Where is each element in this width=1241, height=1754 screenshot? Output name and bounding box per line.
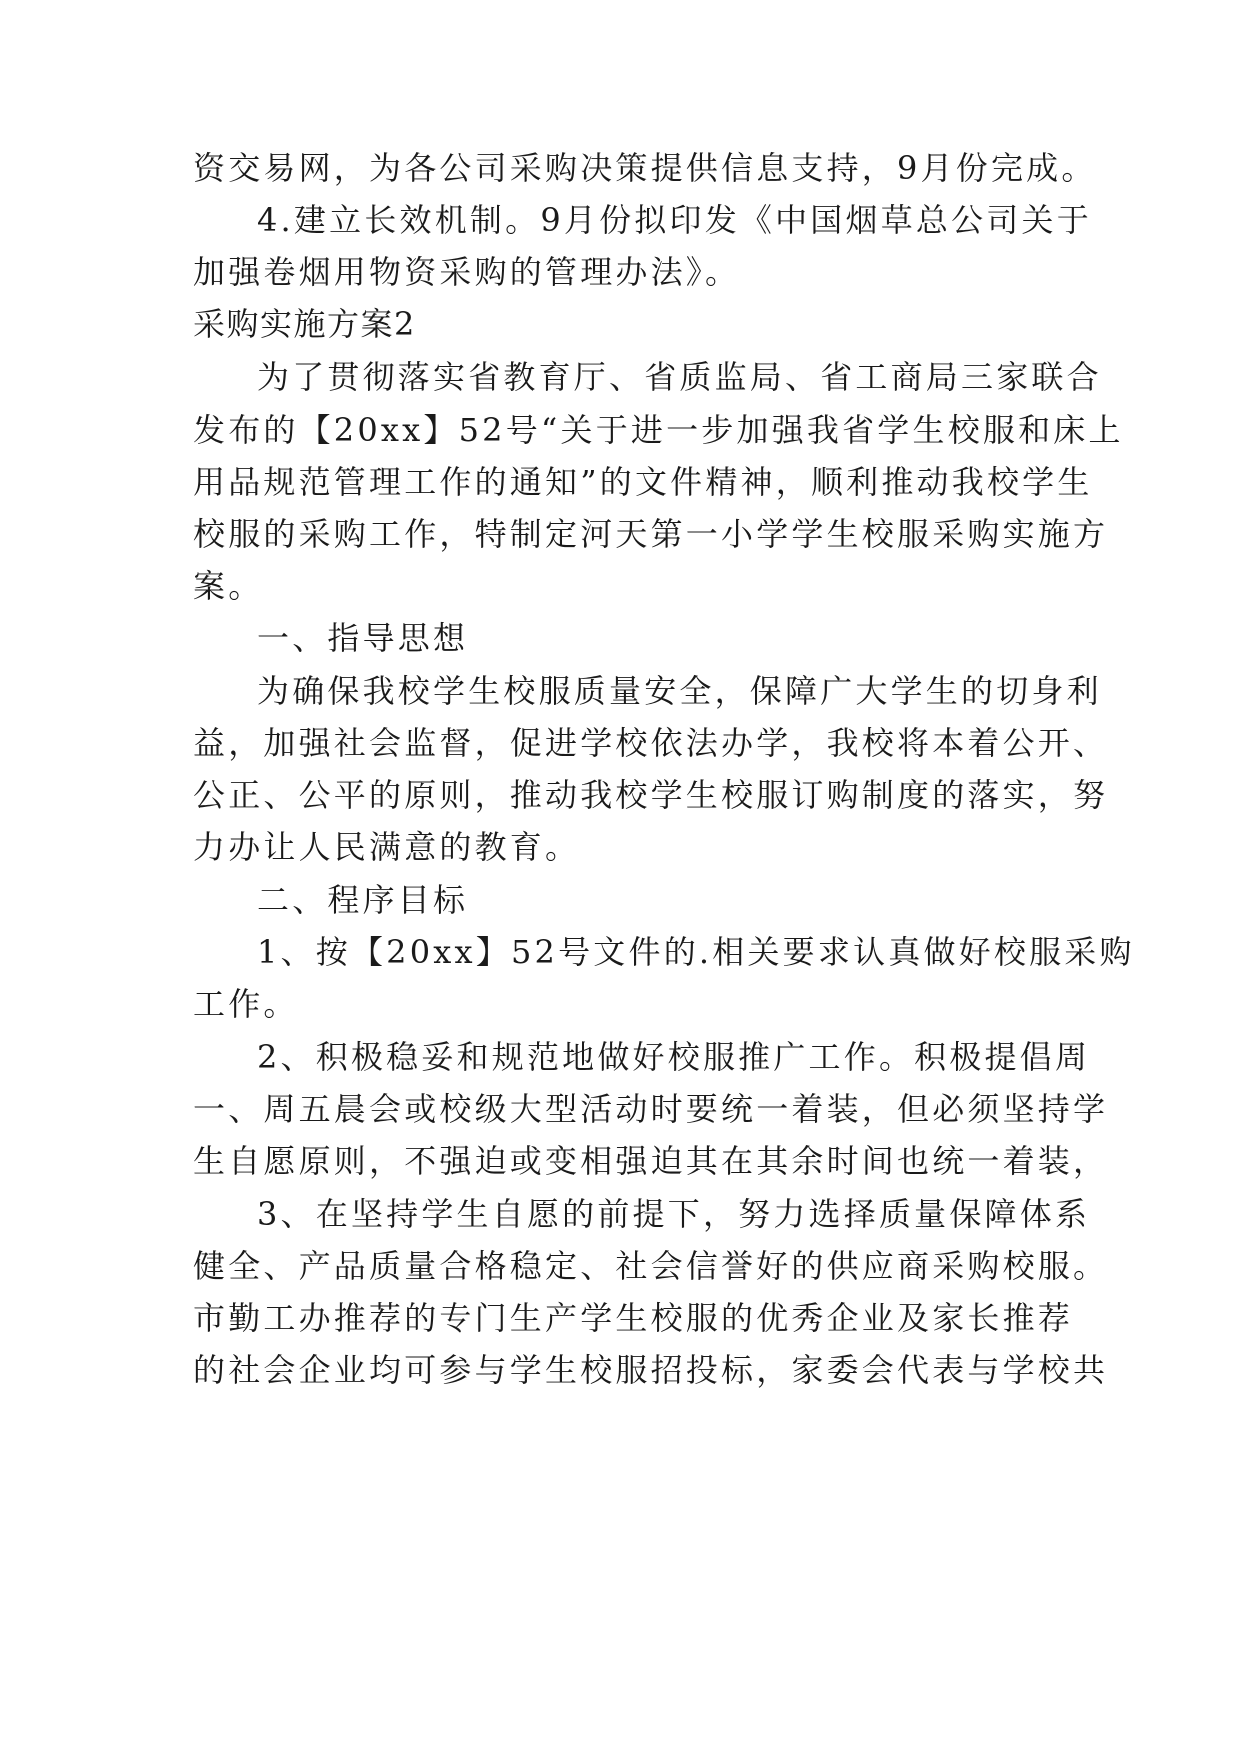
text-line: 加强卷烟用物资采购的管理办法》。 (193, 253, 741, 291)
text-line: 的社会企业均可参与学生校服招投标，家委会代表与学校共 (193, 1351, 1109, 1389)
text-line: 一、周五晨会或校级大型活动时要统一着装，但必须坚持学 (193, 1090, 1109, 1128)
text-line: 益，加强社会监督，促进学校依法办学，我校将本着公开、 (193, 724, 1109, 762)
text-line: 资交易网，为各公司采购决策提供信息支持，9月份完成。 (193, 149, 1097, 187)
text-line: 工作。 (193, 985, 299, 1023)
text-line: 案。 (193, 567, 264, 605)
text-line: 为了贯彻落实省教育厅、省质监局、省工商局三家联合 (257, 358, 1102, 396)
text-line: 健全、产品质量合格稳定、社会信誉好的供应商采购校服。 (193, 1247, 1109, 1285)
text-line: 校服的采购工作，特制定河天第一小学学生校服采购实施方 (193, 515, 1109, 553)
text-line: 力办让人民满意的教育。 (193, 828, 581, 866)
text-line: 用品规范管理工作的通知”的文件精神，顺利推动我校学生 (193, 463, 1093, 501)
text-line: 4.建立长效机制。9月份拟印发《中国烟草总公司关于 (257, 201, 1092, 239)
subheading: 一、指导思想 (257, 619, 469, 657)
text-line: 公正、公平的原则，推动我校学生校服订购制度的落实，努 (193, 776, 1109, 814)
text-line: 为确保我校学生校服质量安全，保障广大学生的切身利 (257, 672, 1102, 710)
text-line: 市勤工办推荐的专门生产学生校服的优秀企业及家长推荐 (193, 1299, 1074, 1337)
subheading: 二、程序目标 (257, 881, 469, 919)
text-line: 发布的【20xx】52号“关于进一步加强我省学生校服和床上 (193, 411, 1124, 449)
text-line: 2、积极稳妥和规范地做好校服推广工作。积极提倡周 (257, 1038, 1091, 1076)
text-line: 1、按【20xx】52号文件的.相关要求认真做好校服采购 (257, 933, 1135, 971)
text-line: 3、在坚持学生自愿的前提下，努力选择质量保障体系 (257, 1195, 1091, 1233)
section-title: 采购实施方案2 (193, 305, 416, 343)
text-line: 生自愿原则，不强迫或变相强迫其在其余时间也统一着装， (193, 1142, 1109, 1180)
